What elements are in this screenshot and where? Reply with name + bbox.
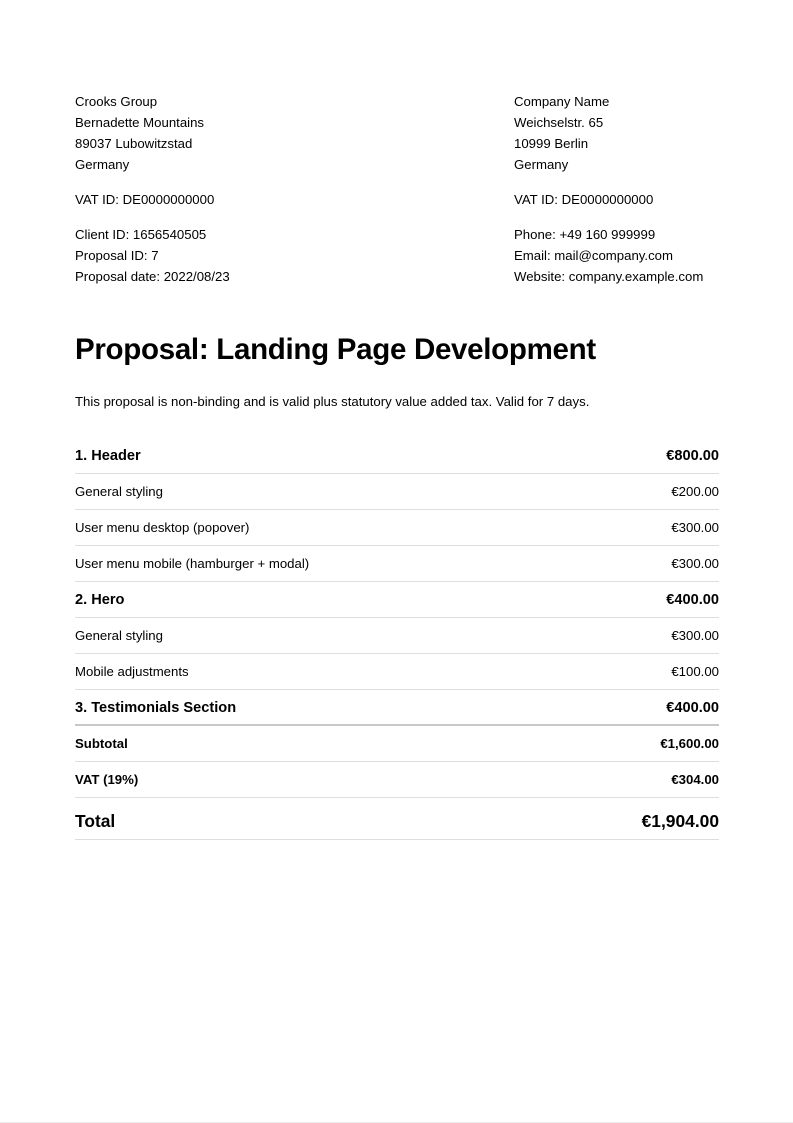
recipient-name-address-block [514, 91, 719, 175]
recipient-country: Germany [514, 157, 569, 172]
sender-address-column [75, 91, 514, 287]
recipient-company-name: Company Name [514, 94, 610, 109]
section-label: 3. Testimonials Section [75, 699, 237, 716]
section-amount: €400.00 [666, 699, 719, 716]
sender-name-address-block [75, 91, 514, 175]
totals-label-subtotal: Subtotal [75, 735, 128, 751]
line-item-label: User menu desktop (popover) [75, 519, 250, 535]
line-item-label: General styling [75, 483, 163, 499]
recipient-city: 10999 Berlin [514, 136, 589, 151]
recipient-address-column [514, 91, 719, 287]
totals-amount-subtotal: €1,600.00 [660, 735, 719, 751]
proposal-disclaimer: This proposal is non-binding and is valid plus statutory value added tax. Valid for 7 days. [75, 393, 590, 409]
document-content [75, 91, 719, 840]
sender-city: 89037 Lubowitzstad [75, 136, 193, 151]
line-item-label: General styling [75, 627, 163, 643]
line-item-row [75, 618, 719, 654]
line-item-label: User menu mobile (hamburger + modal) [75, 555, 310, 571]
line-item-amount: €200.00 [671, 483, 719, 499]
line-item-row [75, 546, 719, 582]
page-title: Proposal: Landing Page Development [75, 333, 596, 366]
totals-row-subtotal [75, 726, 719, 762]
totals-label-vat: VAT (19%) [75, 771, 139, 787]
proposal-meta-block [75, 224, 514, 287]
section-label: 1. Header [75, 447, 141, 464]
recipient-vat-id: VAT ID: DE0000000000 [514, 192, 654, 207]
recipient-phone: Phone: +49 160 999999 [514, 227, 656, 242]
recipient-email: Email: mail@company.com [514, 248, 673, 263]
sender-vat-block [75, 189, 514, 210]
line-item-row [75, 654, 719, 690]
sender-company-name: Crooks Group [75, 94, 158, 109]
line-item-amount: €300.00 [671, 555, 719, 571]
totals-row-total [75, 798, 719, 840]
recipient-street: Weichselstr. 65 [514, 115, 604, 130]
line-item-row [75, 510, 719, 546]
recipient-website: Website: company.example.com [514, 269, 704, 284]
line-item-amount: €100.00 [671, 663, 719, 679]
line-item-section-row [75, 582, 719, 618]
line-item-row [75, 474, 719, 510]
line-items-body [75, 438, 719, 726]
line-item-label: Mobile adjustments [75, 663, 189, 679]
totals-amount-total: €1,904.00 [641, 810, 719, 831]
proposal-id: Proposal ID: 7 [75, 248, 159, 263]
sender-street: Bernadette Mountains [75, 115, 205, 130]
address-header [75, 91, 719, 287]
section-label: 2. Hero [75, 591, 125, 608]
proposal-date: Proposal date: 2022/08/23 [75, 269, 230, 284]
line-item-amount: €300.00 [671, 627, 719, 643]
line-items-table [75, 438, 719, 840]
recipient-vat-block [514, 189, 719, 210]
totals-body [75, 726, 719, 840]
sender-country: Germany [75, 157, 130, 172]
line-item-amount: €300.00 [671, 519, 719, 535]
section-amount: €400.00 [666, 591, 719, 608]
recipient-contact-block [514, 224, 719, 287]
client-id: Client ID: 1656540505 [75, 227, 207, 242]
totals-label-total: Total [75, 810, 116, 831]
line-item-section-row [75, 438, 719, 474]
section-amount: €800.00 [666, 447, 719, 464]
sender-vat-id: VAT ID: DE0000000000 [75, 192, 215, 207]
totals-amount-vat: €304.00 [671, 771, 719, 787]
totals-row-vat [75, 762, 719, 798]
line-item-section-row [75, 690, 719, 726]
